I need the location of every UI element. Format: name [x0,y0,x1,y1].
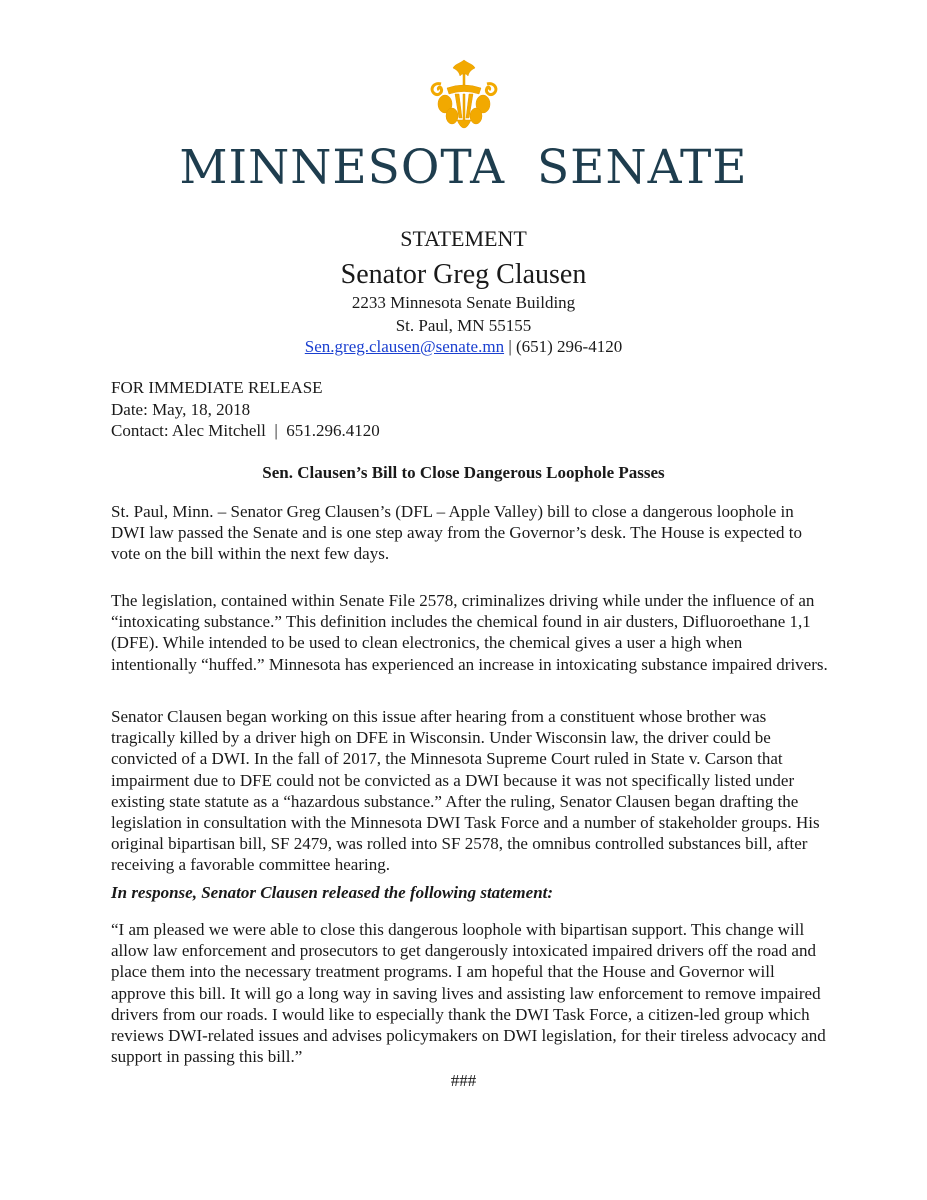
address-line-2: St. Paul, MN 55155 [395,316,532,335]
headline: Sen. Clausen’s Bill to Close Dangerous Loophole Passes [262,463,665,482]
quote-paragraph: “I am pleased we were able to close this dangerous loophole with bipartisan support. This change will allow law enforcement and prosecutors to get dangerously intoxicated impaired drivers off the road and place them into the necessary treatment programs. I am hopeful that the House and Governor will approve this bill. It will go a long way in saving lives and assisting law enforcement to remove impaired drivers from our roads. I would like to especially thank the DWI Task Force, a citizen-led group which reviews DWI-related issues and advises policymakers on DWI legislation, for their tireless advocacy and support in passing this bill.” [111,920,826,1067]
email-link[interactable]: Sen.greg.clausen@senate.mn [304,337,505,356]
paragraph-background: Senator Clausen began working on this issue after hearing from a constituent whose brother was tragically killed by a driver high on DFE in Wisconsin. Under Wisconsin law, the driver could be convicted of a DWI. In the fall of 2017, the Minnesota Supreme Court ruled in State v. Carson that impairment due to DFE could not be convicted as a DWI because it was not specifically listed under existing state statute as a “hazardous substance.” After the ruling, Senator Clausen began drafting the legislation in consultation with the Minnesota DWI Task Force and a number of stakeholder groups. His original bipartisan bill, SF 2479, was rolled into SF 2578, the omnibus controlled substances bill, after receiving a favorable committee hearing. [111,707,820,875]
phone-number: | (651) 296-4120 [504,337,623,356]
contact-line [0,337,927,357]
wheat-bouquet-emblem-icon [419,58,509,136]
senate-logo [0,58,927,141]
senator-name: Senator Greg Clausen [340,259,587,290]
statement-lead: In response, Senator Clausen released the following statement: [111,883,554,902]
address-line-1: 2233 Minnesota Senate Building [351,293,576,312]
paragraph-legislation: The legislation, contained within Senate File 2578, criminalizes driving while under the influence of an “intoxicating substance.” This definition includes the chemical found in air dusters, Difluoroethane 1,1 (DFE). While intended to be used to clean electronics, the chemical gives a user a high when intentionally “huffed.” Minnesota has experienced an increase in intoxicating substance impaired drivers. [111,591,828,674]
paragraph-intro: St. Paul, Minn. – Senator Greg Clausen’s (DFL – Apple Valley) bill to close a dangerous loophole in DWI law passed the Senate and is one step away from the Governor’s desk. The House is expected to vote on the bill within the next few days. [111,502,802,564]
release-label: FOR IMMEDIATE RELEASE [111,378,323,397]
senate-wordmark: MINNESOTA SENATE [179,140,748,195]
end-mark: ### [450,1071,477,1090]
release-date: Date: May, 18, 2018 [111,400,251,419]
document-type: STATEMENT [400,226,527,251]
release-contact: Contact: Alec Mitchell | 651.296.4120 [111,421,380,440]
